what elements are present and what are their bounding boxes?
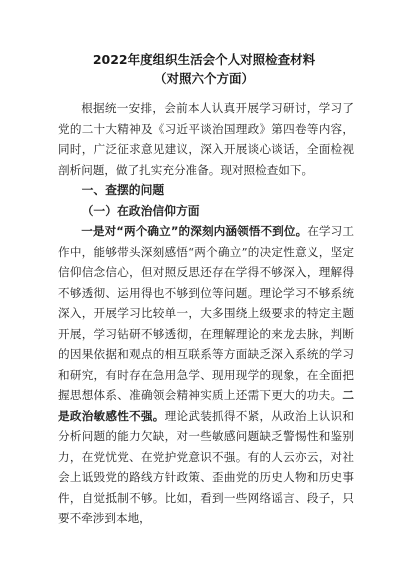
section-heading: 一、查摆的问题 bbox=[81, 183, 165, 197]
document-subtitle: （对照六个方面） bbox=[153, 71, 254, 86]
point1-lead: 一是对“两个确立”的深刻内涵领悟不到位。 bbox=[81, 224, 308, 238]
point2-text: 理论武装抓得不紧，从政治上认识和分析问题的能力欠缺，对一些敏感问题缺乏警惕性和鉴别力，在党忧党、在党护党意识不强。有的人云亦云，对社会上诋毁党的路线方针政策、歪曲党的历史人物和历史事件，自觉抵制不够。比如，看到一些网络谣言、段子，只要不牵涉到本地， bbox=[58, 408, 354, 525]
subsection-heading: （一）在政治信仰方面 bbox=[81, 203, 200, 218]
point-paragraph bbox=[58, 221, 354, 529]
intro-paragraph: 根据统一安排，会前本人认真开展学习研讨，学习了党的二十大精神及《习近平谈治国理政》第四卷等内容，同时，广泛征求意见建议，深入开展谈心谈话，全面检视剖析问题，做了扎实充分准备。现对照检查如下。 bbox=[58, 101, 354, 177]
point1-text: 在学习工作中，能够带头深刻感悟“两个确立”的决定性意义，坚定信仰信念信心，但对照反思还存在学得不够深入，理解得不够透彻、运用得也不够到位等问题。理论学习不够系统深入，开展学习比较单一，大多围绕上级要求的特定主题开展，学习钻研不够透彻，在理解理论的来龙去脉，判断的因果依据和观点的相互联系等方面缺乏深入系统的学习和研究，有时存在急用急学、现用现学的现象，在全面把握思想体系、准确领会精神实质上还需下更大的功夫。 bbox=[58, 224, 354, 402]
document-body bbox=[58, 98, 354, 529]
document-title: 2022年度组织生活会个人对照检查材料 bbox=[92, 52, 316, 67]
point2-lead: 二是政治敏感性不强。 bbox=[58, 388, 354, 423]
